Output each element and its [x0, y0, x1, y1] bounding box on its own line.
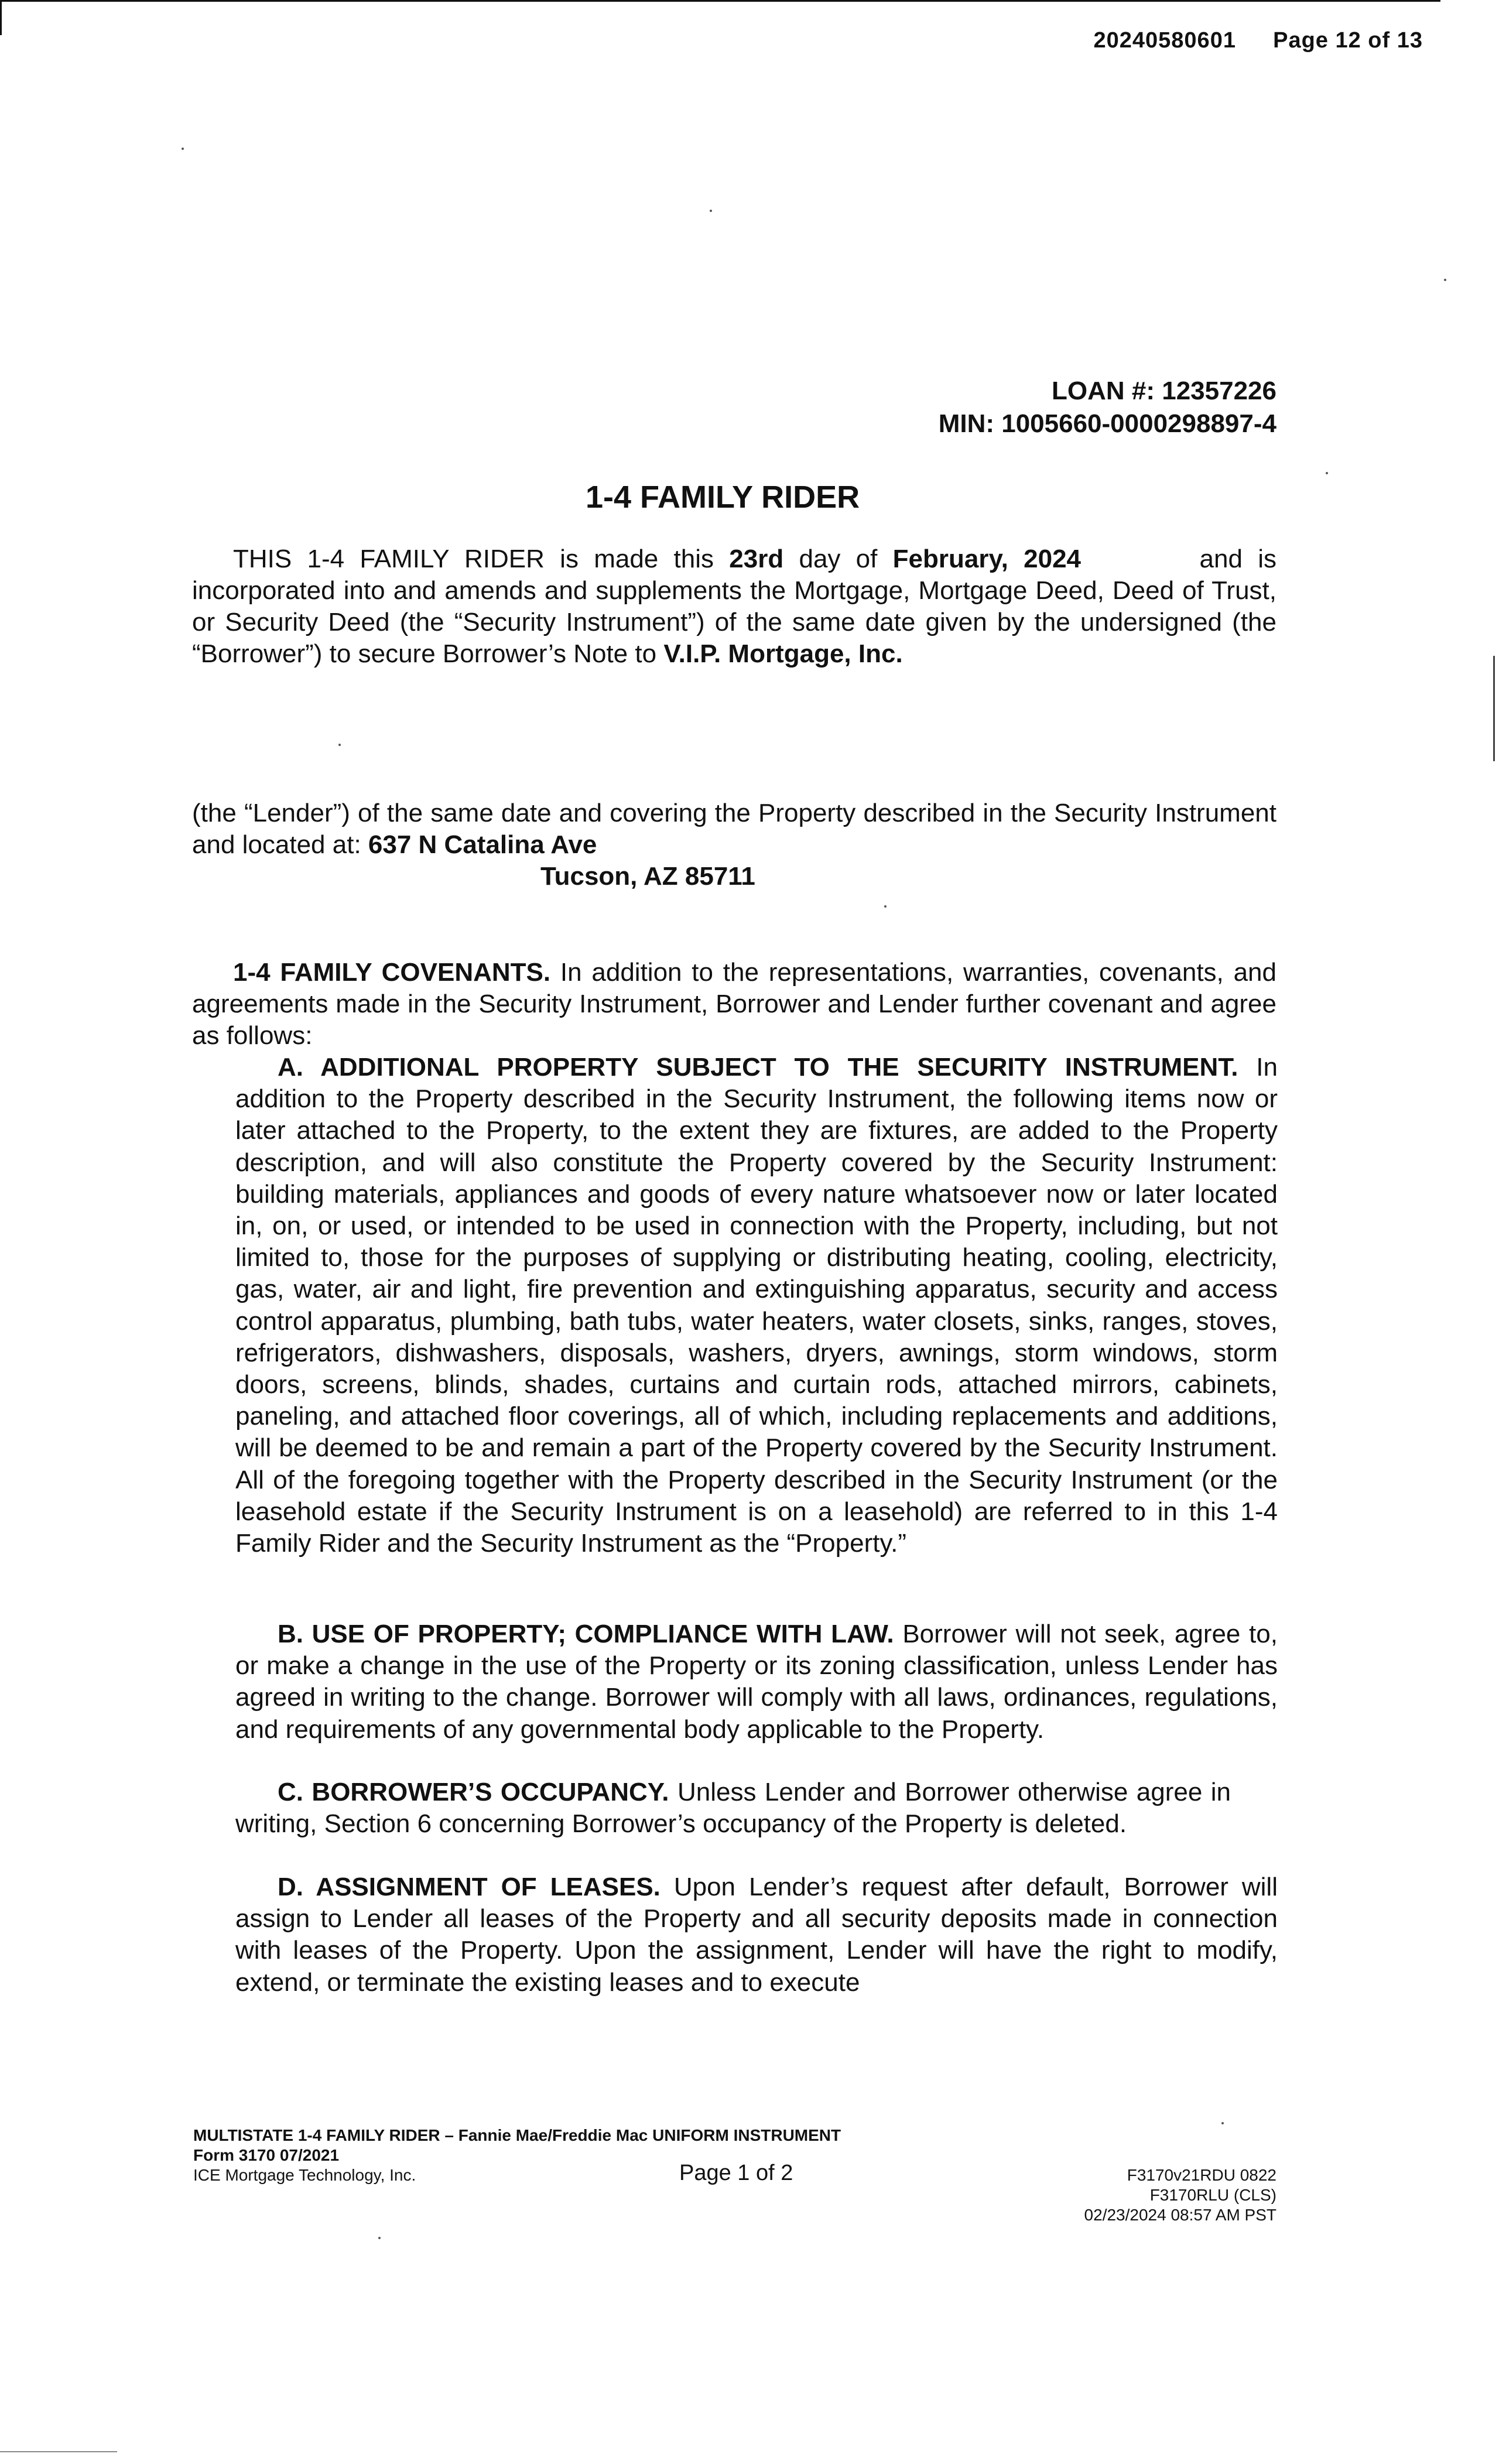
- intro-text-1: THIS 1-4 FAMILY RIDER is made this: [233, 545, 714, 573]
- intro-text-3: and is incorporated into and amends and supplements the Mortgage, Mortgage Deed, Deed of Trust, or Security Deed (the “Security Instrument”) of the same date given by the undersigned (the “Borrower”) to secure Borrower’s Note to: [192, 545, 1276, 668]
- scan-speck: [182, 148, 184, 150]
- intro-text-2: day of: [799, 545, 878, 573]
- property-address-line2: Tucson, AZ 85711: [540, 862, 755, 891]
- intro-month-year: February, 2024: [892, 545, 1082, 573]
- footer-form-number: Form 3170 07/2021: [193, 2146, 340, 2164]
- document-title: 1-4 FAMILY RIDER: [586, 480, 860, 515]
- lender-text: (the “Lender”) of the same date and covering the Property described in the Security Instrument and located at:: [192, 799, 1276, 859]
- scan-speck: [378, 2237, 381, 2239]
- property-address-line1: 637 N Catalina Ave: [368, 830, 597, 859]
- footer-page-number: Page 1 of 2: [679, 2161, 793, 2185]
- page-counter: Page 12 of 13: [1273, 28, 1423, 53]
- section-c-text: Unless Lender and Borrower otherwise agree in writing, Section 6 concerning Borrower’s occupancy of the Property is deleted.: [235, 1778, 1231, 1839]
- covenants-paragraph: [192, 957, 1276, 1052]
- footer-vendor: ICE Mortgage Technology, Inc.: [193, 2166, 416, 2184]
- intro-lender-name: V.I.P. Mortgage, Inc.: [663, 639, 903, 668]
- scan-speck: [1326, 472, 1328, 474]
- section-d: [235, 1871, 1278, 1998]
- loan-number: LOAN #: 12357226: [1052, 377, 1276, 405]
- section-d-heading: D. ASSIGNMENT OF LEASES.: [278, 1873, 660, 1901]
- scan-speck: [884, 905, 887, 908]
- section-d-text: Upon Lender’s request after default, Borrower will assign to Lender all leases of the Property and all security deposits made in connection with leases of the Property. Upon the assignment, Lender will have the right to modify, extend, or terminate the existing leases and to execute: [235, 1873, 1278, 1997]
- section-a-text: In addition to the Property described in the Security Instrument, the following items now or later attached to the Property, to the extent they are fixtures, are added to the Property description, and will also constitute the Property covered by the Security Instrument: building materials, appliances and goods of every nature whatsoever now or later located in, on, or used, or intended to be used in connection with the Property, including, but not limited to, those for the purposes of supplying or distributing heating, cooling, electricity, gas, water, air and light, fire prevention and extinguishing apparatus, security and access control apparatus, plumbing, bath tubs, water heaters, water closets, sinks, ranges, stoves, refrigerators, dishwashers, disposals, washers, dryers, awnings, storm windows, storm doors, screens, blinds, shades, curtains and curtain rods, attached mirrors, cabinets, paneling, and attached floor coverings, all of which, including replacements and additions, will be deemed to be and remain a part of the Property covered by the Security Instrument. All of the foregoing together with the Property described in the Security Instrument (or the leasehold estate if the Security Instrument is on a leasehold) are referred to in this 1-4 Family Rider and the Security Instrument as the “Property.”: [235, 1053, 1278, 1558]
- scan-left-border: [0, 0, 2, 35]
- scan-bottom-mark: [0, 2451, 117, 2452]
- page-header: [1093, 28, 1423, 53]
- section-c: [235, 1777, 1231, 1840]
- intro-day: 23rd: [729, 545, 784, 573]
- footer-timestamp: 02/23/2024 08:57 AM PST: [1084, 2206, 1276, 2224]
- scan-speck: [710, 210, 712, 212]
- footer-form-title: MULTISTATE 1-4 FAMILY RIDER – Fannie Mae/Freddie Mac UNIFORM INSTRUMENT: [193, 2126, 841, 2144]
- scan-speck: [338, 744, 341, 746]
- section-a: [235, 1052, 1278, 1559]
- scan-speck: [1221, 2122, 1224, 2124]
- lender-paragraph: [192, 798, 1276, 892]
- min-number: MIN: 1005660-0000298897-4: [938, 409, 1276, 438]
- document-number: 20240580601: [1093, 28, 1236, 53]
- footer-form-code-cls: F3170RLU (CLS): [1149, 2186, 1276, 2204]
- covenants-text: In addition to the representations, warranties, covenants, and agreements made in the Security Instrument, Borrower and Lender further covenant and agree as follows:: [192, 958, 1276, 1050]
- loan-identifiers: [939, 375, 1276, 440]
- section-a-heading: A. ADDITIONAL PROPERTY SUBJECT TO THE SECURITY INSTRUMENT.: [278, 1053, 1238, 1082]
- scan-top-border: [0, 0, 1440, 2]
- intro-paragraph: [192, 543, 1276, 670]
- footer-form-code: F3170v21RDU 0822: [1127, 2166, 1276, 2184]
- section-b: [235, 1618, 1278, 1746]
- section-b-heading: B. USE OF PROPERTY; COMPLIANCE WITH LAW.: [278, 1620, 894, 1648]
- section-c-heading: C. BORROWER’S OCCUPANCY.: [278, 1778, 669, 1806]
- covenants-heading: 1-4 FAMILY COVENANTS.: [233, 958, 551, 987]
- section-b-text: Borrower will not seek, agree to, or make a change in the use of the Property or its zoning classification, unless Lender has agreed in writing to the change. Borrower will comply with all laws, ordinances, regulations, and requirements of any governmental body applicable to the Property.: [235, 1620, 1278, 1744]
- scan-speck: [1444, 279, 1446, 281]
- scan-edge-mark: [1493, 656, 1495, 761]
